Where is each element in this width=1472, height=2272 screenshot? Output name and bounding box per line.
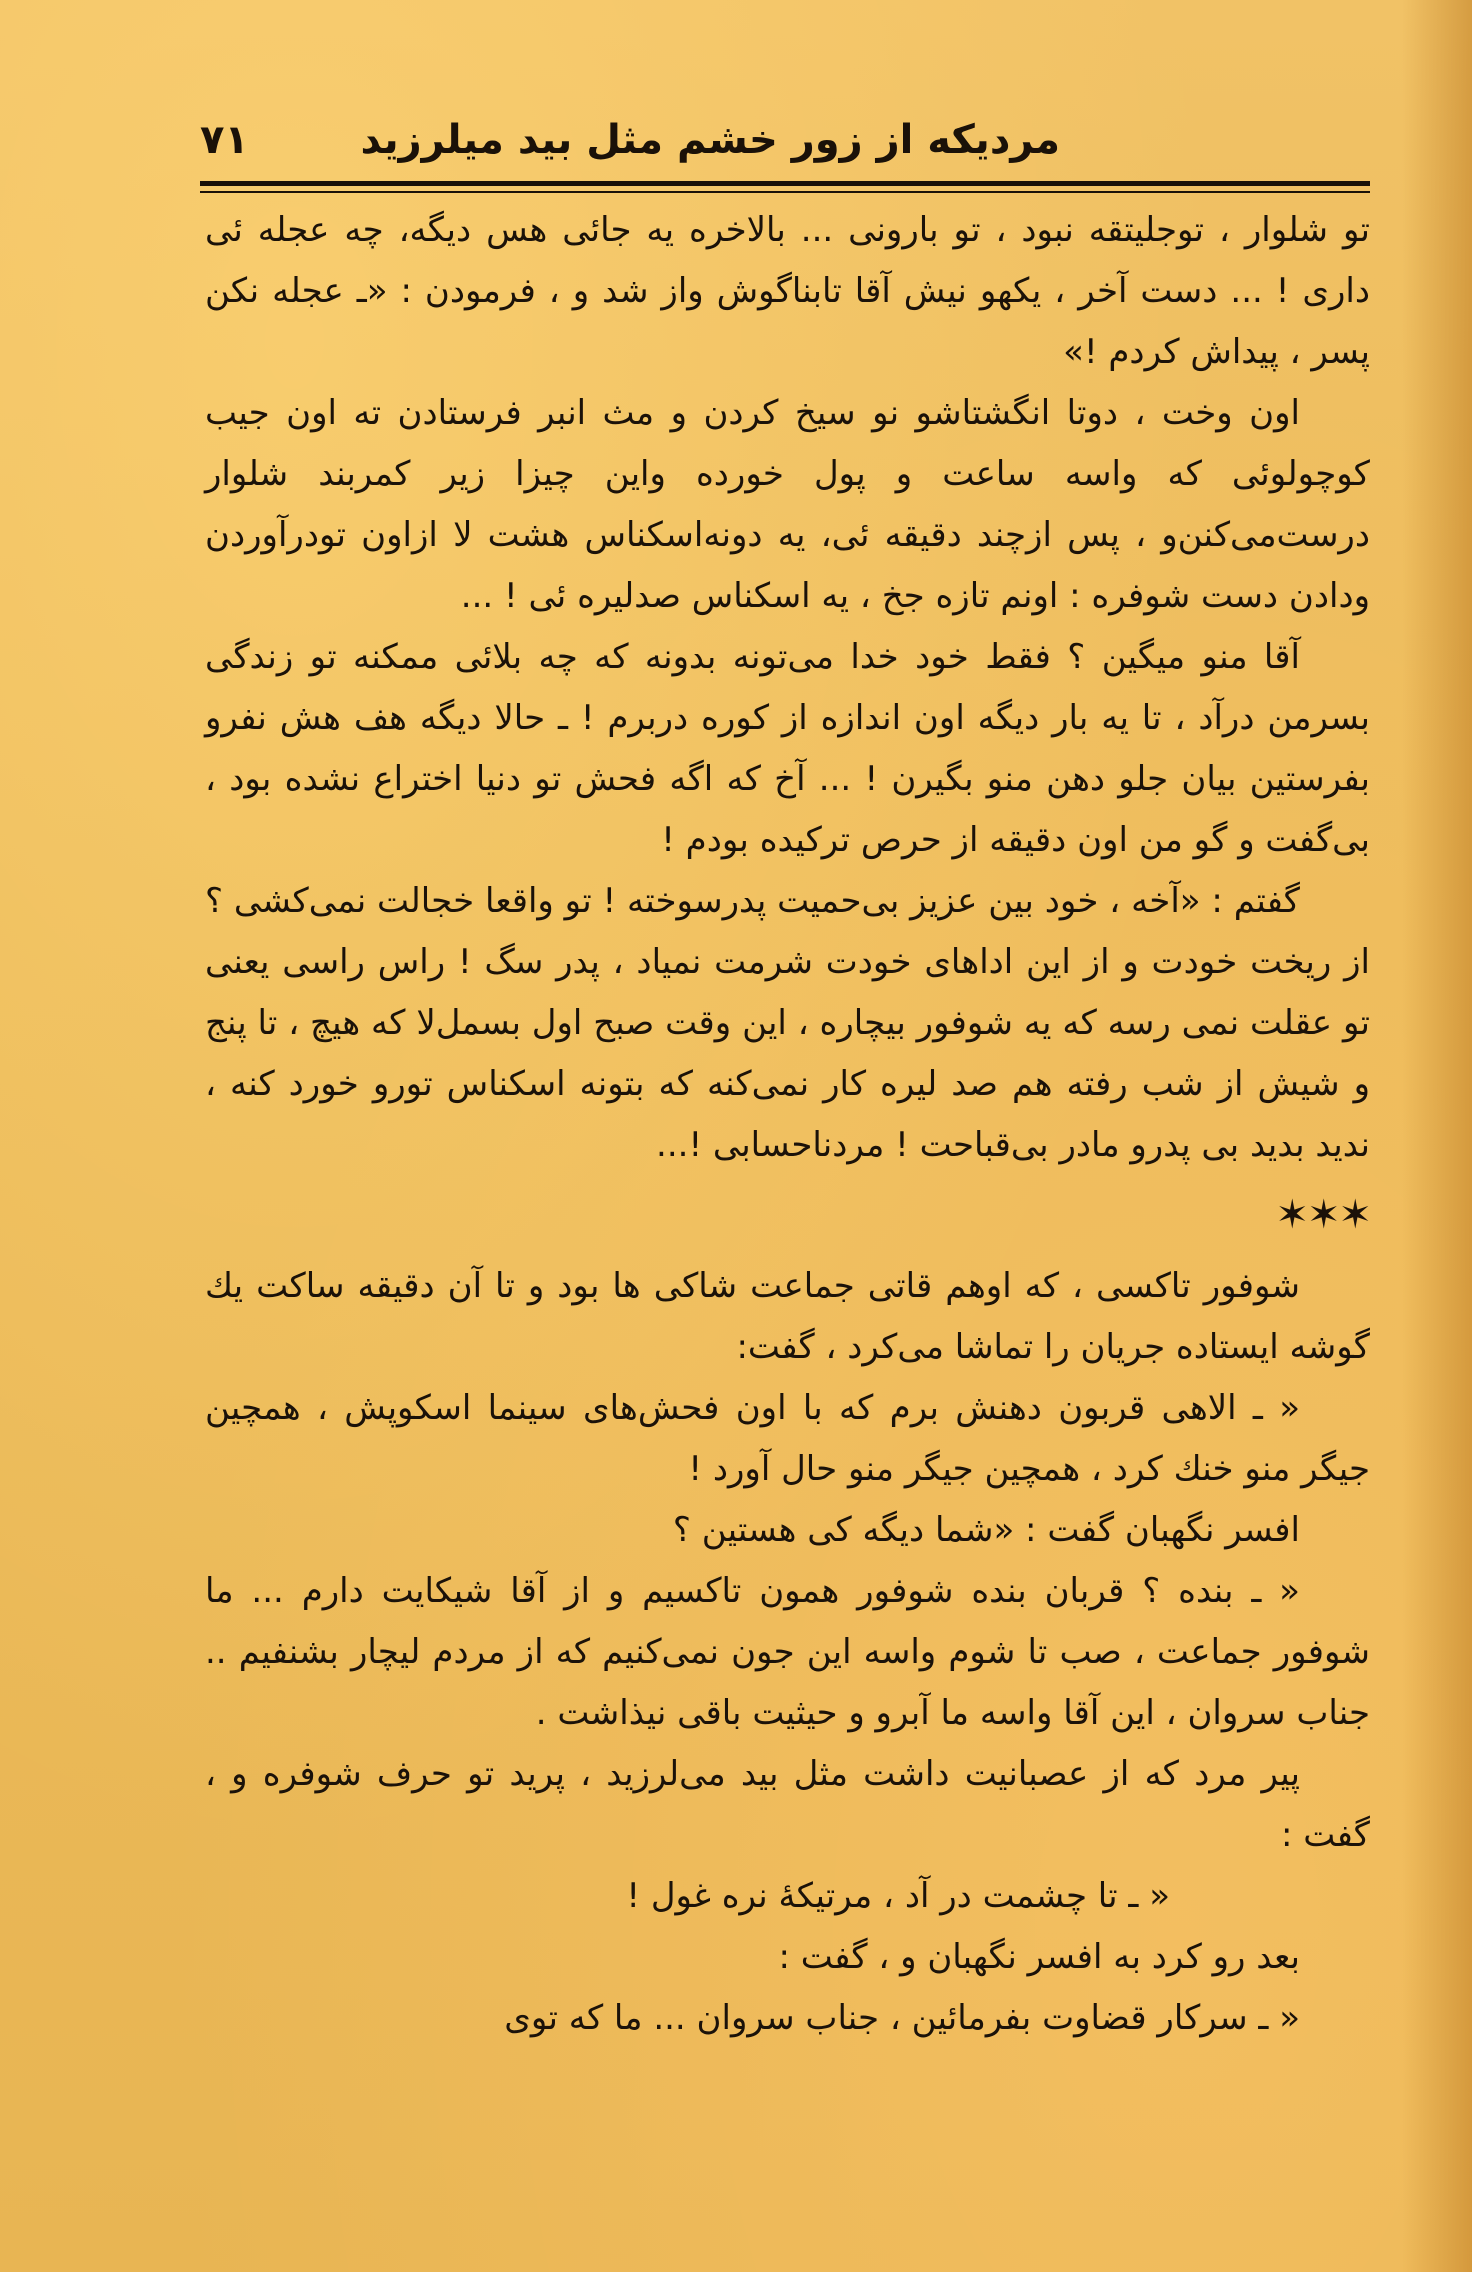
page-header xyxy=(200,108,1370,188)
paragraph: شوفور تاکسی ، که اوهم قاتی جماعت شاکی ها بود و تا آن دقیقه ساکت یك گوشه ایستاده جریان را تماشا می‌کرد ، گفت: xyxy=(205,1266,1370,1367)
paragraph: افسر نگهبان گفت : «شما دیگه کی هستین ؟ xyxy=(672,1510,1300,1550)
header-rule-thin xyxy=(200,191,1370,193)
section-separator: ✶✶✶ xyxy=(1275,1192,1370,1238)
paragraph: « ـ سرکار قضاوت بفرمائین ، جناب سروان ... ما که توی xyxy=(504,1998,1300,2038)
paragraph: آقا منو میگین ؟ فقط خود خدا می‌تونه بدونه که چه بلائی ممکنه تو زندگی بسرمن درآد ، تا یه بار دیگه اون اندازه از کوره دربرم ! ـ حالا دیگه هف هش نفرو بفرستین بیان جلو دهن منو بگیرن ! ... آخ که اگه فحش تو دنیا اختراع نشده بود ، بی‌گفت و گو من اون دقیقه از حرص ترکیده بودم ! xyxy=(205,637,1370,860)
body-text xyxy=(205,200,1370,2049)
running-title: مردیکه از زور خشم مثل بید میلرزید xyxy=(360,117,1060,163)
paragraph: اون وخت ، دوتا انگشتاشو نو سیخ کردن و مث انبر فرستادن ته اون جیب کوچولوئی که واسه ساعت و پول خورده واین چیزا زیر کمربند شلوار درست‌می‌کنن‌و ، پس ازچند دقیقه ئی، یه دونه‌اسکناس هشت لا ازاون تودرآوردن ودادن دست شوفره : اونم تازه جخ ، یه اسکناس صدلیره ئی ! ... xyxy=(205,393,1370,616)
paragraph: بعد رو کرد به افسر نگهبان و ، گفت : xyxy=(778,1937,1300,1977)
page-edge-shadow xyxy=(1402,0,1472,2272)
paragraph: « ـ بنده ؟ قربان بنده شوفور همون تاکسیم و از آقا شیکایت دارم ... ما شوفور جماعت ، صب تا شوم واسه این جون نمی‌کنیم که از مردم لیچار بشنفیم .. جناب سروان ، این آقا واسه ما آبرو و حیثیت باقی نیذاشت . xyxy=(205,1571,1370,1733)
header-rule-thick xyxy=(200,181,1370,186)
paragraph: گفتم : «آخه ، خود بین عزیز بی‌حمیت پدرسوخته ! تو واقعا خجالت نمی‌کشی ؟ از ریخت خودت و از این اداهای خودت شرمت نمیاد ، پدر سگ ! راس راسی یعنی تو عقلت نمی رسه که یه شوفور بیچاره ، این وقت صبح اول بسمل‌لا که هیچ ، تا پنج و شیش از شب رفته هم صد لیره کار نمی‌کنه که بتونه اسکناس تورو خورد کنه ، ندید بدید بی پدرو مادر بی‌قباحت ! مردناحسابی !... xyxy=(205,881,1370,1165)
paragraph: « ـ تا چشمت در آد ، مرتیکهٔ نره غول ! xyxy=(626,1876,1170,1916)
paragraph: تو شلوار ، توجلیتقه نبود ، تو بارونی ... بالاخره یه جائی هس دیگه، چه عجله ئی داری ! ... دست آخر ، یکهو نیش آقا تابناگوش واز شد و ، فرمودن : «ـ عجله نکن پسر ، پیداش کردم !» xyxy=(205,210,1370,372)
page-number: ۷۱ xyxy=(200,117,249,163)
paragraph: « ـ الاهی قربون دهنش برم که با اون فحش‌های سینما اسکوپش ، همچین جیگر منو خنك کرد ، همچین جیگر منو حال آورد ! xyxy=(205,1388,1370,1489)
paragraph: پیر مرد که از عصبانیت داشت مثل بید می‌لرزید ، پرید تو حرف شوفره و ، گفت : xyxy=(205,1754,1370,1855)
